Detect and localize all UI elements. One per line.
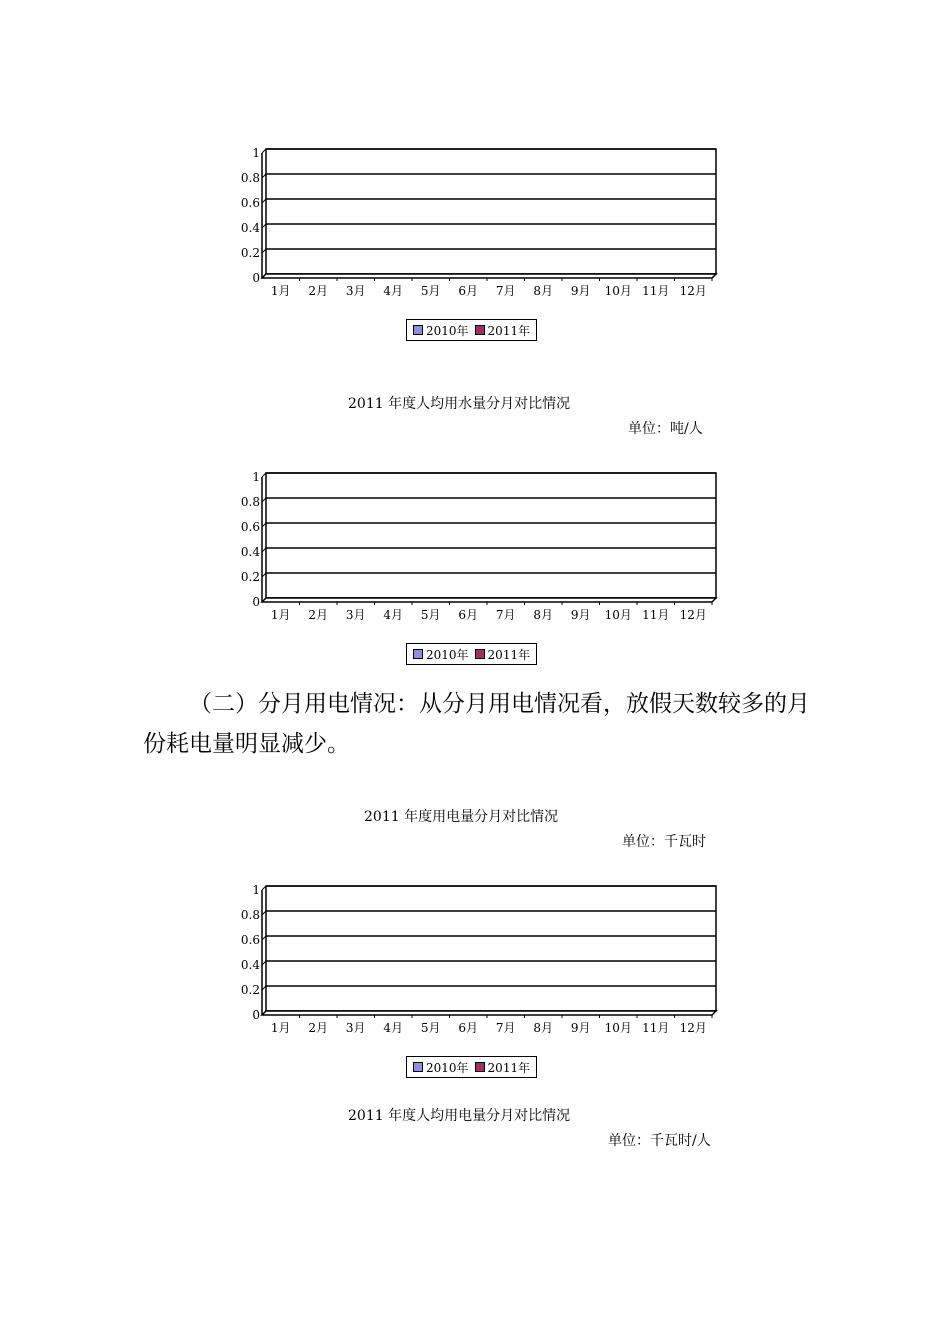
x-tick-label: 11月: [642, 284, 670, 298]
legend-label-2011: 2011年: [487, 323, 531, 338]
y-tick-label: 0.2: [240, 570, 260, 584]
y-tick-label: 0.4: [240, 545, 260, 559]
x-tick-label: 7月: [495, 608, 516, 622]
x-tick-label: 9月: [570, 284, 591, 298]
x-tick-label: 1月: [270, 284, 291, 298]
x-tick-label: 3月: [345, 1021, 366, 1035]
x-tick-label: 5月: [420, 1021, 441, 1035]
y-tick-label: 0: [252, 595, 260, 609]
x-tick-label: 6月: [458, 608, 479, 622]
x-tick-label: 7月: [495, 1021, 516, 1035]
y-tick-label: 0.8: [240, 908, 260, 922]
x-tick-label: 6月: [458, 284, 479, 298]
x-tick-label: 12月: [679, 1021, 707, 1035]
x-tick-label: 12月: [679, 608, 707, 622]
chart-unit-electricity: 单位：千瓦时: [622, 834, 706, 850]
y-tick-label: 0: [252, 1008, 260, 1022]
x-tick-label: 8月: [533, 1021, 554, 1035]
x-tick-label: 10月: [604, 284, 632, 298]
legend-item-2010: [413, 322, 469, 339]
legend-item-2011: [475, 646, 531, 663]
x-tick-label: 9月: [570, 608, 591, 622]
plot-floor: [262, 274, 716, 278]
x-tick-label: 5月: [420, 608, 441, 622]
electricity-monthly-chart: [230, 883, 730, 1042]
y-tick-label: 0.8: [240, 171, 260, 185]
plot-back-wall: [266, 149, 716, 274]
chart-legend: [406, 643, 537, 665]
legend-label-2011: 2011年: [487, 1060, 531, 1075]
chart-legend: [406, 1056, 537, 1078]
legend-label-2011: 2011年: [487, 647, 531, 662]
legend-swatch-2011: [475, 1062, 485, 1072]
x-tick-label: 9月: [570, 1021, 591, 1035]
y-tick-label: 0.4: [240, 221, 260, 235]
legend-label-2010: 2010年: [426, 323, 469, 338]
x-tick-label: 4月: [383, 284, 404, 298]
water-monthly-chart: [230, 146, 730, 305]
x-tick-label: 8月: [533, 284, 554, 298]
legend-label-2010: 2010年: [426, 647, 469, 662]
per-capita-water-chart: [230, 470, 730, 629]
plot-floor: [262, 598, 716, 602]
section-paragraph: （二）分月用电情况：从分月用电情况看，放假天数较多的月份耗电量明显减少。: [143, 691, 810, 757]
y-tick-label: 1: [252, 146, 260, 160]
y-tick-label: 0.8: [240, 495, 260, 509]
x-tick-label: 2月: [308, 608, 329, 622]
legend-item-2011: [475, 1059, 531, 1076]
x-tick-label: 8月: [533, 608, 554, 622]
x-tick-label: 10月: [604, 608, 632, 622]
legend-item-2010: [413, 1059, 469, 1076]
x-tick-label: 4月: [383, 608, 404, 622]
x-tick-label: 12月: [679, 284, 707, 298]
y-tick-label: 0.2: [240, 246, 260, 260]
x-tick-label: 10月: [604, 1021, 632, 1035]
legend-item-2010: [413, 646, 469, 663]
x-tick-label: 1月: [270, 608, 291, 622]
y-tick-label: 0.2: [240, 983, 260, 997]
chart-caption-per-capita-electricity: 2011 年度人均用电量分月对比情况: [348, 1108, 571, 1124]
x-tick-label: 2月: [308, 284, 329, 298]
chart-unit-per-capita-water: 单位：吨/人: [628, 421, 703, 437]
legend-swatch-2010: [413, 1062, 423, 1072]
legend-label-2010: 2010年: [426, 1060, 469, 1075]
y-tick-label: 0.6: [240, 933, 260, 947]
legend-swatch-2011: [475, 649, 485, 659]
y-tick-label: 0.6: [240, 196, 260, 210]
x-tick-label: 1月: [270, 1021, 291, 1035]
plot-floor: [262, 1011, 716, 1015]
y-tick-label: 1: [252, 470, 260, 484]
x-tick-label: 11月: [642, 1021, 670, 1035]
chart-unit-per-capita-electricity: 单位：千瓦时/人: [608, 1133, 711, 1149]
x-tick-label: 4月: [383, 1021, 404, 1035]
y-tick-label: 0.6: [240, 520, 260, 534]
legend-swatch-2011: [475, 325, 485, 335]
plot-back-wall: [266, 473, 716, 598]
x-tick-label: 7月: [495, 284, 516, 298]
x-tick-label: 5月: [420, 284, 441, 298]
x-tick-label: 3月: [345, 608, 366, 622]
x-tick-label: 2月: [308, 1021, 329, 1035]
legend-swatch-2010: [413, 649, 423, 659]
x-tick-label: 11月: [642, 608, 670, 622]
y-tick-label: 0.4: [240, 958, 260, 972]
chart-caption-per-capita-water: 2011 年度人均用水量分月对比情况: [348, 396, 571, 412]
plot-back-wall: [266, 886, 716, 1011]
chart-legend: [406, 319, 537, 341]
y-tick-label: 1: [252, 883, 260, 897]
x-tick-label: 6月: [458, 1021, 479, 1035]
x-tick-label: 3月: [345, 284, 366, 298]
y-tick-label: 0: [252, 271, 260, 285]
legend-item-2011: [475, 322, 531, 339]
chart-caption-electricity: 2011 年度用电量分月对比情况: [364, 809, 559, 825]
legend-swatch-2010: [413, 325, 423, 335]
